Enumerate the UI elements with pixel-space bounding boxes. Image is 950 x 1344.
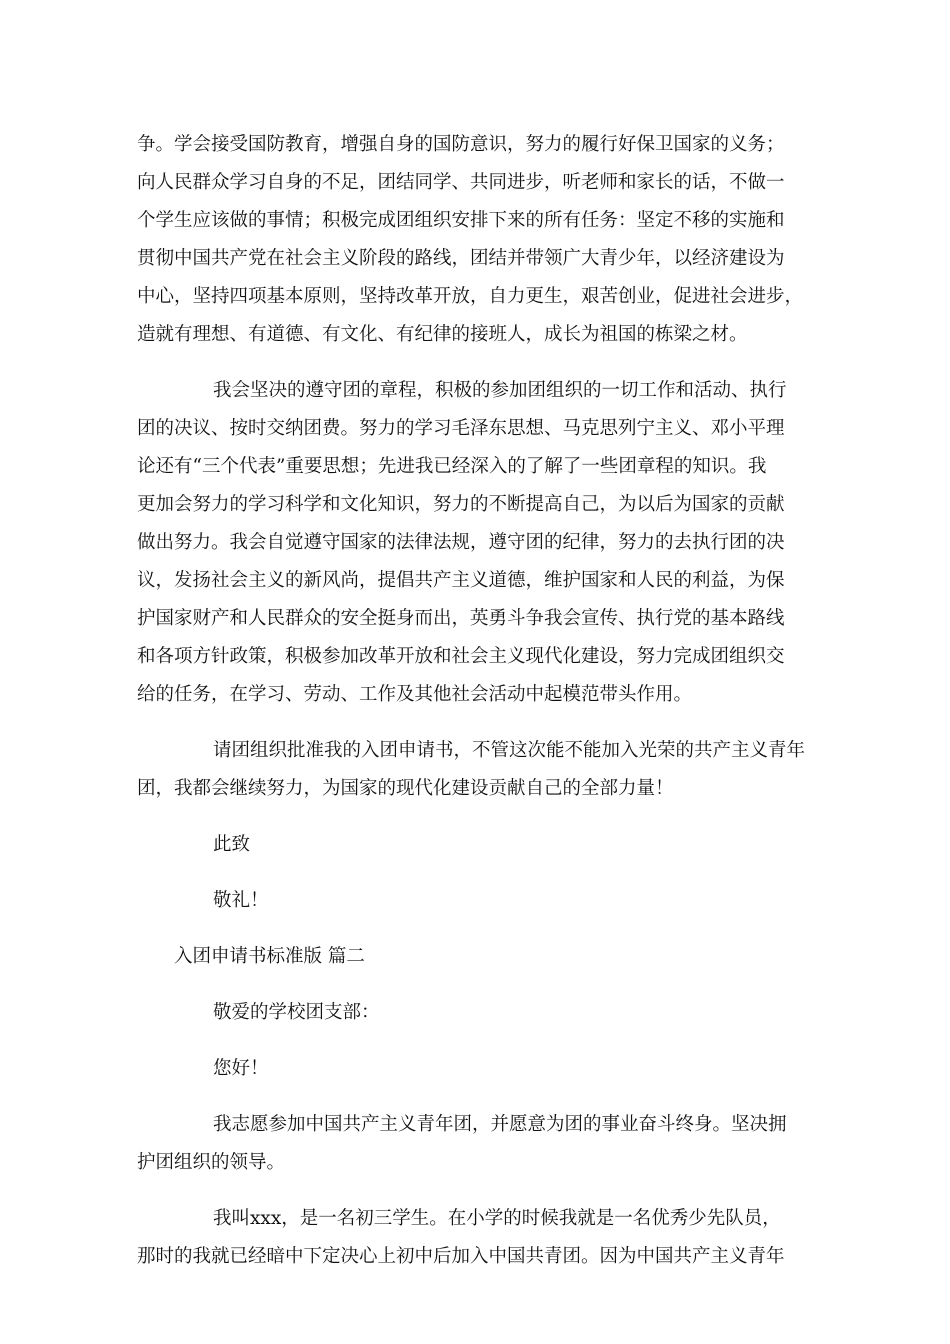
closing-regards <box>137 882 813 920</box>
text-line: 敬礼！ <box>213 890 269 911</box>
text-line: 更加会努力的学习科学和文化知识，努力的不断提高自己，为以后为国家的贡献 <box>137 494 785 515</box>
closing-salutation <box>137 826 813 864</box>
text-line: 护团组织的领导。 <box>137 1152 286 1173</box>
paragraph-p3 <box>137 732 813 808</box>
paragraph-p2 <box>137 372 813 714</box>
greeting-hello <box>137 1050 813 1088</box>
document-page <box>137 126 813 1276</box>
text-line: 和各项方针政策，积极参加改革开放和社会主义现代化建设，努力完成团组织交 <box>137 646 785 667</box>
paragraph-q3 <box>137 1106 813 1182</box>
text-line: 论还有“三个代表”重要思想；先进我已经深入的了解了一些团章程的知识。我 <box>137 456 767 477</box>
text-line: 给的任务，在学习、劳动、工作及其他社会活动中起模范带头作用。 <box>137 684 693 705</box>
text-line: 争。学会接受国防教育，增强自身的国防意识，努力的履行好保卫国家的义务； <box>137 134 785 155</box>
text-line: 团，我都会继续努力，为国家的现代化建设贡献自己的全部力量！ <box>137 778 674 799</box>
text-line: 那时的我就已经暗中下定决心上初中后加入中国共青团。因为中国共产主义青年 <box>137 1246 785 1267</box>
text-line: 贯彻中国共产党在社会主义阶段的路线，团结并带领广大青少年，以经济建设为 <box>137 248 785 269</box>
text-line: 造就有理想、有道德、有文化、有纪律的接班人，成长为祖国的栋梁之材。 <box>137 324 748 345</box>
text-line: 团的决议、按时交纳团费。努力的学习毛泽东思想、马克思列宁主义、邓小平理 <box>137 418 785 439</box>
paragraph-p1 <box>137 126 813 354</box>
paragraph-q4 <box>137 1200 813 1276</box>
text-line: 此致 <box>213 834 251 855</box>
greeting-recipient <box>137 994 813 1032</box>
text-line: 敬爱的学校团支部： <box>213 1002 380 1023</box>
text-line: 中心，坚持四项基本原则，坚持改革开放，自力更生，艰苦创业，促进社会进步， <box>137 286 804 307</box>
text-line: 护国家财产和人民群众的安全挺身而出，英勇斗争我会宣传、执行党的基本路线 <box>137 608 785 629</box>
text-line: 向人民群众学习自身的不足，团结同学、共同进步，听老师和家长的话，不做一 <box>137 172 785 193</box>
text-line: 我会坚决的遵守团的章程，积极的参加团组织的一切工作和活动、执行 <box>213 380 787 401</box>
text-line: 议，发扬社会主义的新风尚，提倡共产主义道德，维护国家和人民的利益，为保 <box>137 570 785 591</box>
text-line: 我志愿参加中国共产主义青年团，并愿意为团的事业奋斗终身。坚决拥 <box>213 1114 787 1135</box>
text-line: 您好！ <box>213 1058 269 1079</box>
section-heading: 入团申请书标准版 篇二 <box>174 946 365 967</box>
text-line: 我叫xxx，是一名初三学生。在小学的时候我就是一名优秀少先队员， <box>213 1208 781 1229</box>
text-line: 做出努力。我会自觉遵守国家的法律法规，遵守团的纪律，努力的去执行团的决 <box>137 532 785 553</box>
text-line: 个学生应该做的事情；积极完成团组织安排下来的所有任务：坚定不移的实施和 <box>137 210 785 231</box>
text-line: 请团组织批准我的入团申请书，不管这次能不能加入光荣的共产主义青年 <box>213 740 806 761</box>
